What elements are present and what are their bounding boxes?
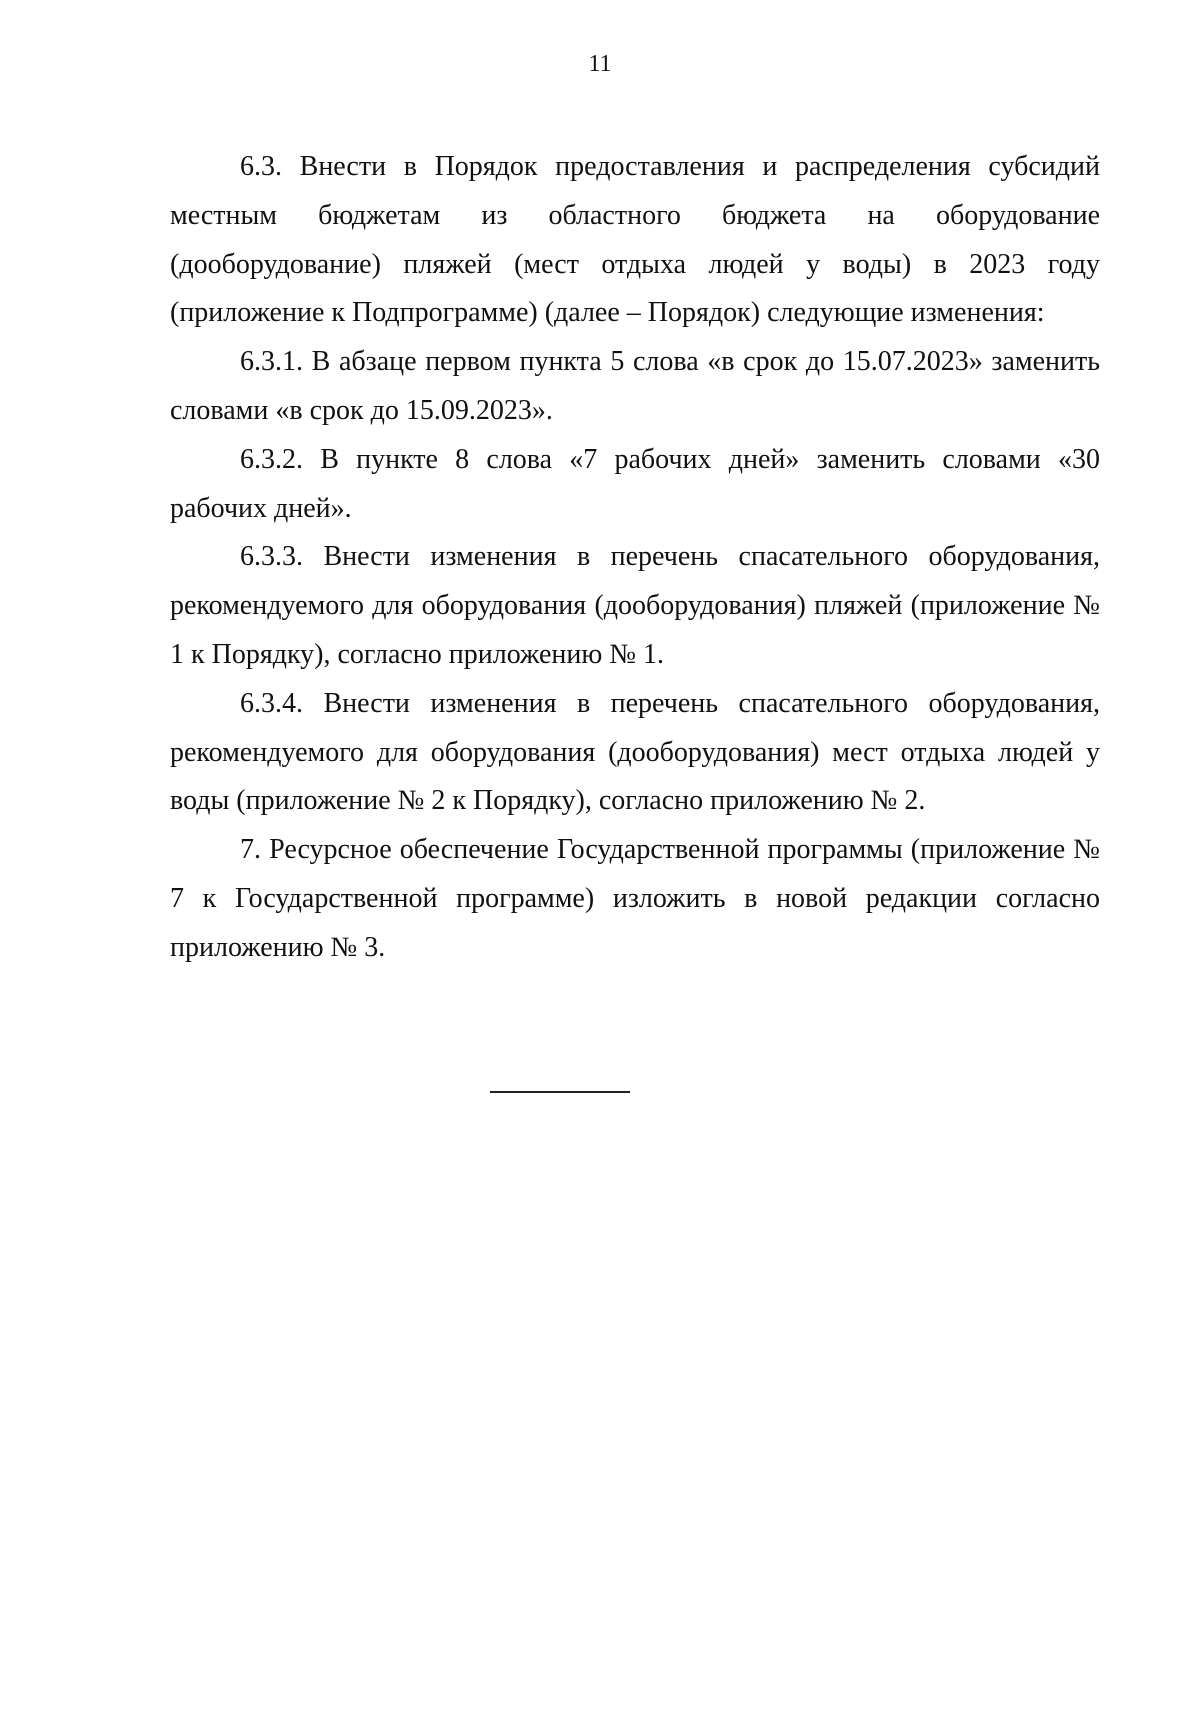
paragraph-6-3-3: 6.3.3. Внести изменения в перечень спасательного оборудования, рекомендуемого для оборудования (дооборудования) пляжей (приложение № 1 к Порядку), согласно приложению № 1. — [170, 541, 1100, 670]
end-separator-line — [490, 1091, 630, 1093]
paragraph-6-3: 6.3. Внести в Порядок предоставления и распределения субсидий местным бюджетам из областного бюджета на оборудование (дооборудование) пляжей (мест отдыха людей у воды) в 2023 году (приложение к Подпрограмме) (далее – Порядок) следующие изменения: — [170, 151, 1100, 329]
paragraph-6-3-1: 6.3.1. В абзаце первом пункта 5 слова «в срок до 15.07.2023» заменить словами «в срок до 15.09.2023». — [170, 346, 1100, 426]
document-body — [170, 143, 1100, 973]
paragraph-6-3-4: 6.3.4. Внести изменения в перечень спасательного оборудования, рекомендуемого для оборудования (дооборудования) мест отдыха людей у воды (приложение № 2 к Порядку), согласно приложению № 2. — [170, 687, 1100, 817]
page-number: 11 — [588, 51, 612, 77]
paragraph-6-3-2: 6.3.2. В пункте 8 слова «7 рабочих дней» заменить словами «30 рабочих дней». — [170, 443, 1100, 524]
paragraph-7: 7. Ресурсное обеспечение Государственной программы (приложение № 7 к Государственной программе) изложить в новой редакции согласно приложению № 3. — [170, 834, 1100, 963]
